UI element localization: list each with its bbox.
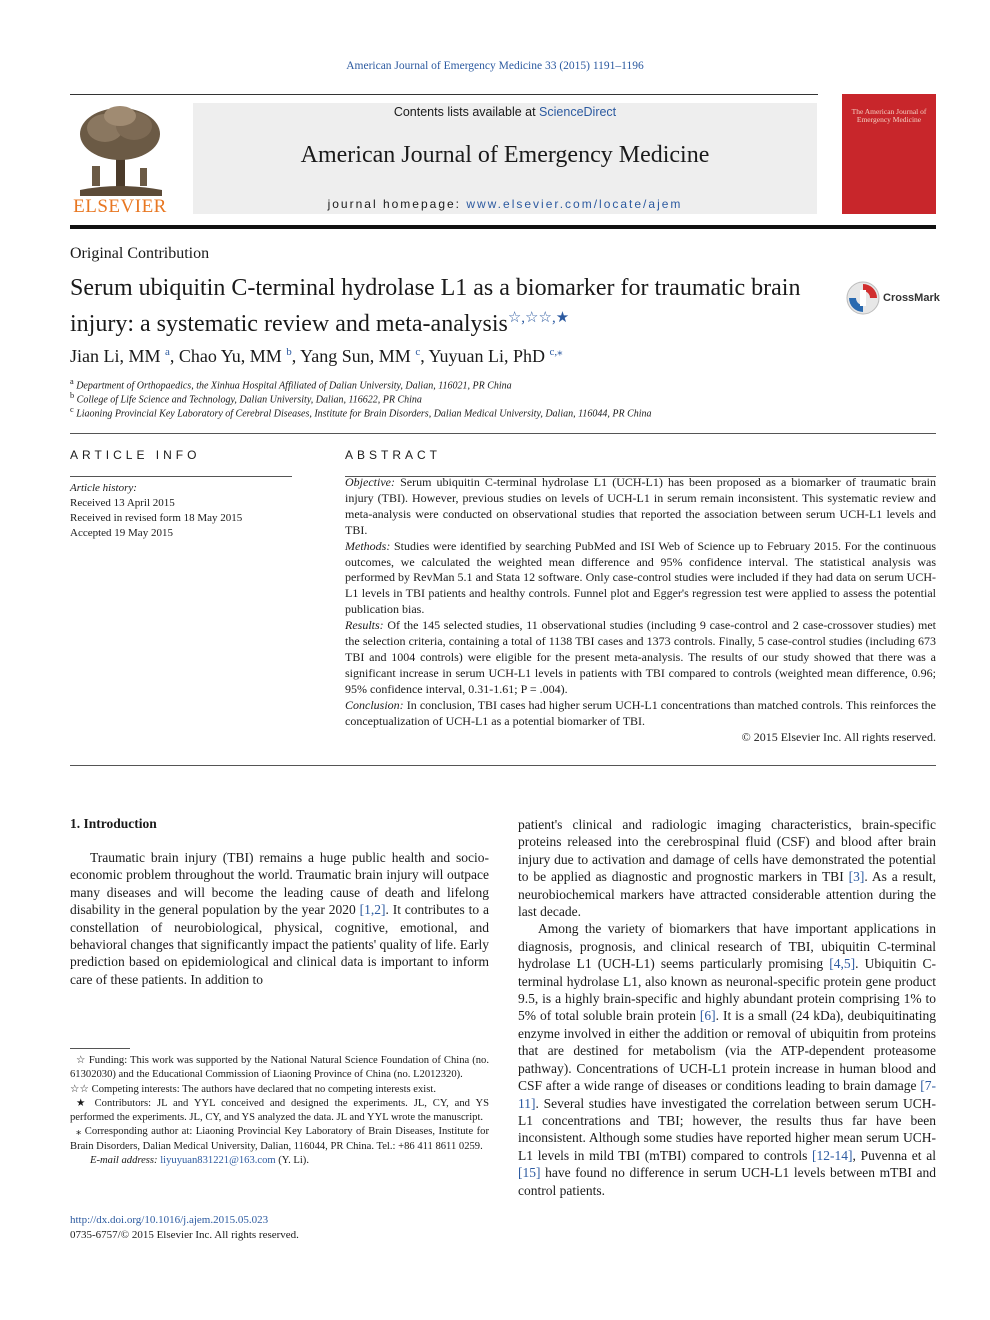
citation-link[interactable]: [3] bbox=[848, 869, 865, 885]
footnotes: ☆ Funding: This work was supported by the National Natural Science Foundation of China (no. 61302030) and the Educational Commission of Liaoning Province of China (no. L2012320). ☆☆ Competing interests: The authors have declared that no competing interests exist. ★ Contributors: JL and YYL conceived and designed the experiments. JL, CY, and YS performed the experiments. JL, CY, and YS analyzed the data. JL and YYL wrote the manuscript. ⁎ Corresponding author at: Liaoning Provincial Key Laboratory of Brain Diseases, Institute for Brain Disorders, Dalian Medical University, Dalian, 116044, PR China. Tel.: +86 411 8611 0259. E-mail address: liyuyuan831221@163.com (Y. Li). bbox=[70, 1055, 489, 1167]
article-info-heading: ARTICLE INFO bbox=[70, 448, 201, 462]
citation-link[interactable]: [7-11] bbox=[518, 1078, 936, 1111]
journal-cover-thumbnail bbox=[842, 94, 936, 214]
footnote-rule bbox=[70, 1048, 130, 1049]
issn-line: 0735-6757/© 2015 Elsevier Inc. All rights reserved. bbox=[70, 1229, 299, 1241]
homepage-link[interactable]: www.elsevier.com/locate/ajem bbox=[466, 197, 683, 211]
article-title: Serum ubiquitin C-terminal hydrolase L1 as a biomarker for traumatic brain injury: a systematic review and meta-analysis☆,☆☆,★ bbox=[70, 275, 801, 337]
journal-homepage: journal homepage: www.elsevier.com/locate/ajem bbox=[327, 197, 683, 211]
author-affil-mark[interactable]: c bbox=[415, 346, 421, 358]
header-rule bbox=[70, 94, 818, 95]
sciencedirect-link[interactable]: ScienceDirect bbox=[539, 105, 617, 119]
elsevier-wordmark: ELSEVIER bbox=[73, 196, 167, 217]
citation-link[interactable]: [12-14] bbox=[812, 1147, 853, 1163]
section-heading: 1. Introduction bbox=[70, 816, 157, 831]
article-history: Article history: Received 13 April 2015 Received in revised form 18 May 2015 Accepted 19 May 2015 bbox=[70, 482, 243, 539]
cover-title: The American Journal of Emergency Medicine bbox=[851, 107, 927, 124]
author-affil-mark[interactable]: c,⁎ bbox=[549, 346, 563, 358]
author: Yang Sun, MM bbox=[300, 346, 411, 366]
title-footnote-marks[interactable]: ☆,☆☆,★ bbox=[507, 310, 570, 326]
affiliation: $^a$ Department of Orthopaedics, the Xinhua Hospital Affiliated of Dalian University, Dalian, 116021, PR China bbox=[70, 377, 512, 392]
citation-link[interactable]: [4,5] bbox=[829, 956, 856, 972]
citation-link[interactable]: [1,2] bbox=[359, 902, 386, 918]
author: Chao Yu, MM bbox=[178, 346, 282, 366]
intro-paragraph: Traumatic brain injury (TBI) remains a huge public health and socio-economic problem throughout the world. Traumatic brain injury will outpace many diseases and will become the leading cause of death and lifelong disability in the general population by the year 2020 [1,2]. It contributes to a constellation of neurobiological, physical, cognitive, emotional, and behavioral changes that significantly impact the patients' quality of life. Early prediction based on epidemiological and clinical data is important to inform care of these patients. In addition to bbox=[70, 850, 489, 987]
author: Jian Li, MM bbox=[70, 346, 161, 366]
citation-link[interactable]: [15] bbox=[518, 1165, 541, 1181]
author-affil-mark[interactable]: a bbox=[165, 346, 170, 358]
author-affil-mark[interactable]: b bbox=[286, 346, 292, 358]
divider bbox=[70, 476, 292, 477]
divider bbox=[70, 765, 936, 766]
abstract-heading: ABSTRACT bbox=[345, 448, 442, 462]
journal-citation[interactable]: American Journal of Emergency Medicine 33 (2015) 1191–1196 bbox=[346, 60, 644, 72]
header-thick-rule bbox=[70, 225, 936, 229]
divider bbox=[70, 433, 936, 434]
author: Yuyuan Li, PhD bbox=[428, 346, 546, 366]
abstract-copyright: © 2015 Elsevier Inc. All rights reserved. bbox=[741, 729, 936, 744]
citation-link[interactable]: [6] bbox=[699, 1008, 716, 1024]
elsevier-tree-logo bbox=[70, 104, 170, 196]
abstract-body: Objective: Serum ubiquitin C-terminal hydrolase L1 (UCH-L1) has been proposed as a biomarker of traumatic brain injury (TBI). However, previous studies on levels of UCH-L1 in serum remain inconsistent. This systematic review and meta-analysis were conducted on observational studies that reported the association between serum UCH-L1 levels and TBI. Methods: Studies were identified by searching PubMed and ISI Web of Science up to February 2015. For the continuous outcomes, we calculated the weighted mean difference and 95% confidence interval. The statistical analysis was performed by RevMan 5.1 and Stata 12 software. Only case-control studies were included if they had data on serum UCH-L1 levels in TBI patients and healthy controls. Funnel plot and Egger's regression test were applied to assess the potential publication bias. Results: Of the 145 selected studies, 11 observational studies (including 9 case-control and 2 case-crossover studies) met the selection criteria, containing a total of 1138 TBI cases and 1373 controls. Finally, 5 case-control studies (including 673 TBI and 1004 controls) were eligible for the present meta-analysis. The results of our study showed that there was a significant increase in serum UCH-L1 levels in patients with TBI compared to controls (weighted mean difference, 0.96; 95% confidence interval, 0.31-1.61; P = .004). Conclusion: In conclusion, TBI cases had higher serum UCH-L1 concentrations than matched controls. This reinforces the conceptualization of UCH-L1 as a potential biomarker of TBI. © 2015 Elsevier Inc. All rights reserved. bbox=[345, 475, 936, 744]
crossmark-label[interactable]: CrossMark bbox=[883, 292, 940, 304]
doi-link[interactable]: http://dx.doi.org/10.1016/j.ajem.2015.05.023 bbox=[70, 1214, 269, 1226]
affiliation: $^b$ College of Life Science and Technology, Dalian University, Dalian, 116622, PR China bbox=[70, 391, 422, 406]
crossmark-icon[interactable] bbox=[846, 281, 880, 315]
contents-line: Contents lists available at ScienceDirect bbox=[393, 105, 617, 119]
journal-name: American Journal of Emergency Medicine bbox=[300, 142, 710, 168]
affiliation: $^c$ Liaoning Provincial Key Laboratory of Cerebral Diseases, Institute for Brain Disorders, Dalian Medical University, Dalian, 116044, PR China bbox=[70, 405, 652, 420]
article-type: Original Contribution bbox=[70, 245, 210, 262]
email-link[interactable]: liyuyuan831221@163.com bbox=[160, 1155, 276, 1167]
author-list: Jian Li, MM $^a$, Chao Yu, MM $^b$, Yang Sun, MM $^c$, Yuyuan Li, PhD $^{c,⁎}$ bbox=[70, 346, 563, 366]
intro-paragraph-col2: patient's clinical and radiologic imaging characteristics, brain-specific proteins released into the cerebrospinal fluid (CSF) and blood after brain injury due to activation and damage of cells have demonstrated the potential to be applied as diagnostic and prognostic markers in TBI [3]. As a result, neurobiochemical markers have attracted considerable attention during the last decade. Among the variety of biomarkers that have important applications in diagnosis, prognosis, and clinical research of TBI, ubiquitin C-terminal hydrolase L1 (UCH-L1) seems particularly promising [4,5]. Ubiquitin C-terminal hydrolase L1, also known as neuronal-specific protein gene product 9.5, is a highly brain-specific and highly abundant protein comprising 1% to 5% of total soluble brain protein [6]. It is a small (24 kDa), deubiquitinating enzyme involved in either the addition or removal of ubiquitin from proteins that are destined for metabolism (via the ATP-dependent proteasome pathway). Concentrations of UCH-L1 protein increase in human blood and CSF after a wide range of diseases or conditions leading to brain damage [7-11]. Several studies have investigated the correlation between serum UCH-L1 concentrations and TBI; however, the results thus far have been inconsistent. Although some studies have reported higher mean serum UCH-L1 levels in mild TBI (mTBI) compared to controls [12-14], Puvenna et al [15] have found no difference in serum UCH-L1 levels between mTBI and control patients. bbox=[518, 817, 936, 1198]
